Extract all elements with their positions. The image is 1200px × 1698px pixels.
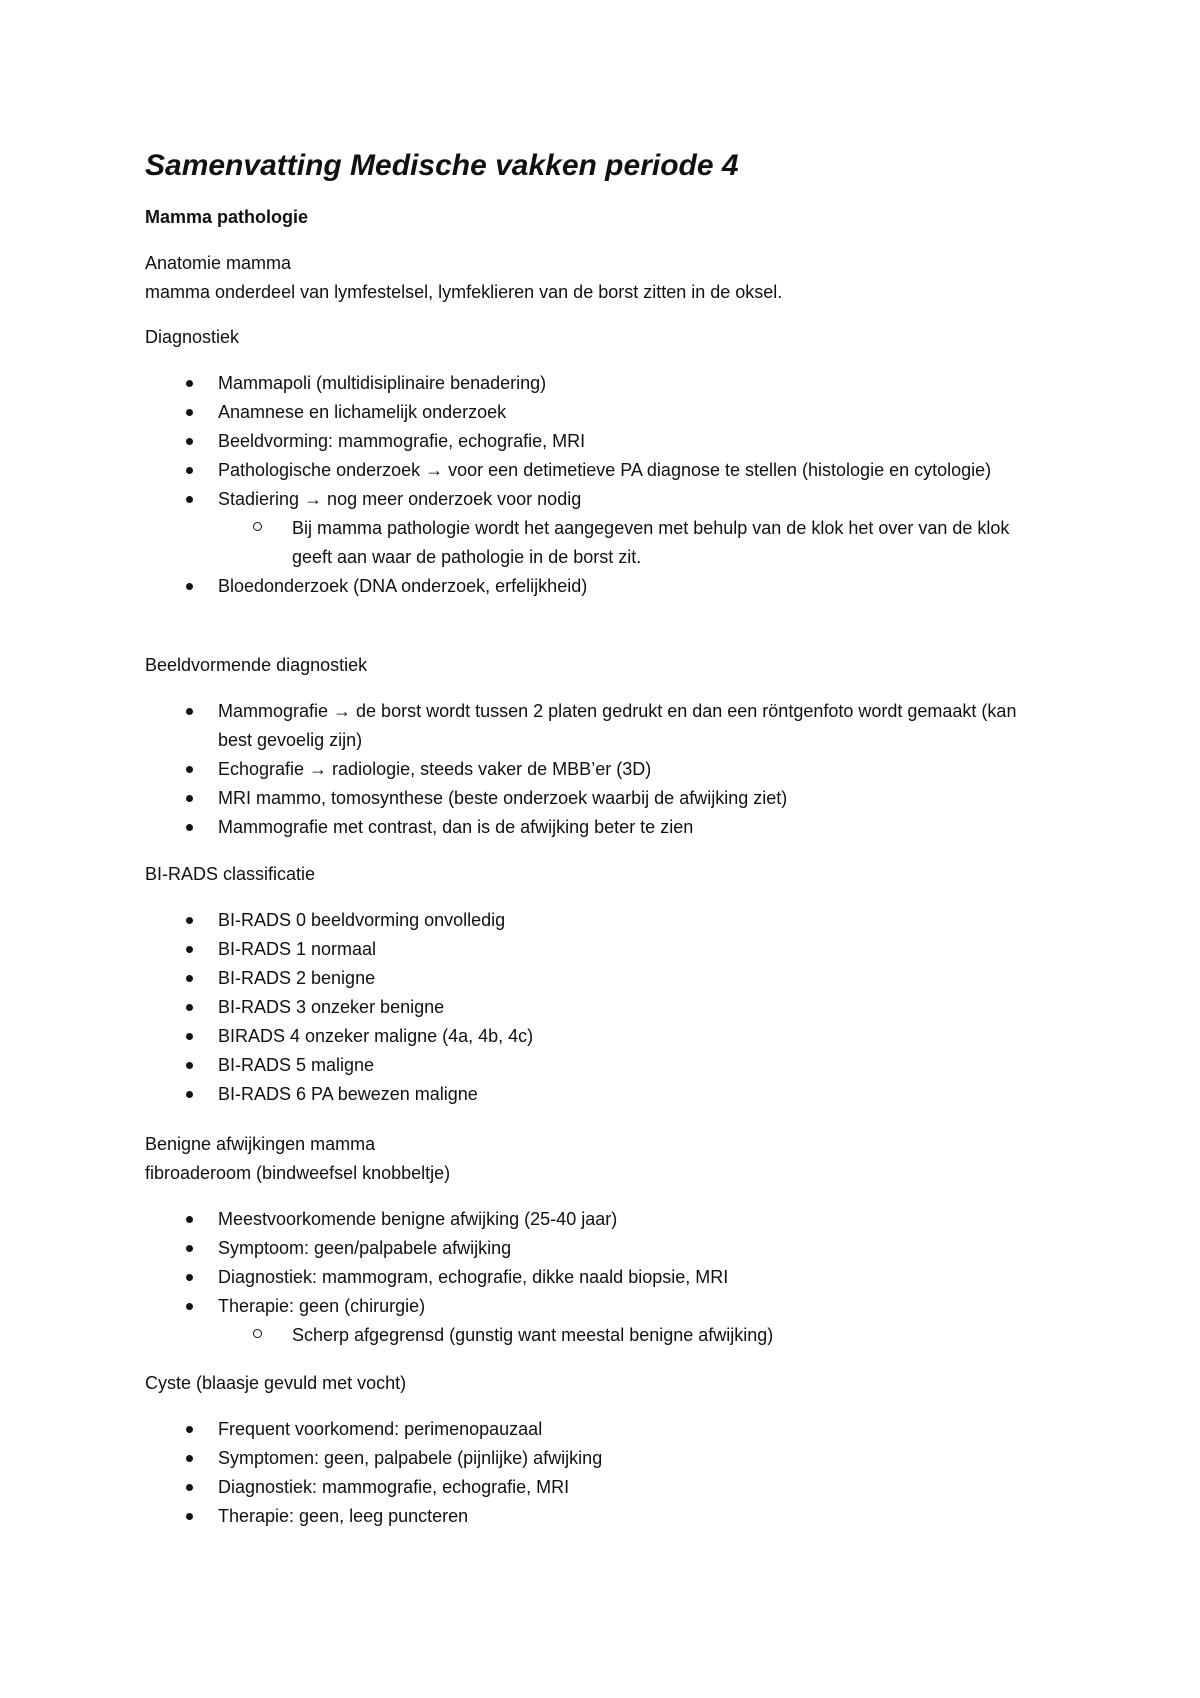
list-item: Symptoom: geen/palpabele afwijking: [145, 1234, 1045, 1263]
bullet-icon: [186, 1004, 193, 1011]
list-item: Echografie → radiologie, steeds vaker de MBB’er (3D): [145, 755, 1025, 784]
list-item: Bloedonderzoek (DNA onderzoek, erfelijkheid): [145, 572, 1045, 601]
heading-cyste: Cyste (blaasje gevuld met vocht): [145, 1373, 407, 1393]
bullet-icon: [186, 1513, 193, 1520]
list-item: BI-RADS 5 maligne: [145, 1051, 1045, 1080]
list-item: Therapie: geen (chirurgie) Scherp afgegrensd (gunstig want meestal benigne afwijking): [145, 1292, 1045, 1350]
bullet-icon: [186, 795, 193, 802]
list-benigne: [145, 1205, 1045, 1350]
bullet-icon: [186, 1455, 193, 1462]
list-diagnostiek: [145, 369, 1045, 601]
bullet-icon: [186, 708, 193, 715]
bullet-icon: [186, 766, 193, 773]
bullet-icon: [186, 467, 193, 474]
bullet-icon: [186, 824, 193, 831]
list-item: Mammografie → de borst wordt tussen 2 platen gedrukt en dan een röntgenfoto wordt gemaakt (kan best gevoelig zijn): [145, 697, 1025, 755]
bullet-icon: [186, 946, 193, 953]
sublist-benigne: [218, 1321, 1045, 1350]
list-item: Therapie: geen, leeg puncteren: [145, 1502, 1045, 1531]
bullet-icon: [186, 583, 193, 590]
list-cyste: [145, 1415, 1045, 1531]
list-item: Meestvoorkomende benigne afwijking (25-40 jaar): [145, 1205, 1045, 1234]
list-item: Symptomen: geen, palpabele (pijnlijke) afwijking: [145, 1444, 1045, 1473]
list-item: BIRADS 4 onzeker maligne (4a, 4b, 4c): [145, 1022, 1045, 1051]
list-beeldvormende: [145, 697, 1025, 842]
circle-bullet-icon: [253, 522, 262, 531]
list-item: Pathologische onderzoek → voor een detimetieve PA diagnose te stellen (histologie en cytologie): [145, 456, 1045, 485]
bullet-icon: [186, 438, 193, 445]
list-item: Anamnese en lichamelijk onderzoek: [145, 398, 1045, 427]
bullet-icon: [186, 380, 193, 387]
bullet-icon: [186, 1245, 193, 1252]
list-item: Mammografie met contrast, dan is de afwijking beter te zien: [145, 813, 1025, 842]
bullet-icon: [186, 1033, 193, 1040]
heading-beeldvormende-diagnostiek: Beeldvormende diagnostiek: [145, 655, 368, 675]
list-item: BI-RADS 2 benigne: [145, 964, 1045, 993]
list-item: BI-RADS 6 PA bewezen maligne: [145, 1080, 1045, 1109]
list-item: Diagnostiek: mammogram, echografie, dikke naald biopsie, MRI: [145, 1263, 1045, 1292]
list-item: BI-RADS 0 beeldvorming onvolledig: [145, 906, 1045, 935]
bullet-icon: [186, 409, 193, 416]
bullet-icon: [186, 975, 193, 982]
list-item: Diagnostiek: mammografie, echografie, MRI: [145, 1473, 1045, 1502]
list-item: BI-RADS 1 normaal: [145, 935, 1045, 964]
list-item: Stadiering → nog meer onderzoek voor nodig Bij mamma pathologie wordt het aangegeven met behulp van de klok het over van de klok geeft aan waar de pathologie in de borst zit.: [145, 485, 1045, 572]
list-item: Mammapoli (multidisiplinaire benadering): [145, 369, 1045, 398]
bullet-icon: [186, 496, 193, 503]
section-heading-mamma-pathologie: Mamma pathologie: [145, 207, 309, 227]
bullet-icon: [186, 1216, 193, 1223]
bullet-icon: [186, 1426, 193, 1433]
heading-diagnostiek: Diagnostiek: [145, 327, 240, 347]
bullet-icon: [186, 1303, 193, 1310]
bullet-icon: [186, 1274, 193, 1281]
paragraph-anatomie: mamma onderdeel van lymfestelsel, lymfeklieren van de borst zitten in de oksel.: [145, 282, 783, 302]
heading-anatomie: Anatomie mamma: [145, 253, 292, 273]
list-item: Beeldvorming: mammografie, echografie, MRI: [145, 427, 1045, 456]
list-item: Frequent voorkomend: perimenopauzaal: [145, 1415, 1045, 1444]
list-item: BI-RADS 3 onzeker benigne: [145, 993, 1045, 1022]
sub-list-item: Bij mamma pathologie wordt het aangegeven met behulp van de klok het over van de klok geeft aan waar de pathologie in de borst zit.: [145, 514, 1045, 572]
heading-benigne-afwijkingen: Benigne afwijkingen mamma: [145, 1134, 376, 1154]
bullet-icon: [186, 917, 193, 924]
list-item: MRI mammo, tomosynthese (beste onderzoek waarbij de afwijking ziet): [145, 784, 1025, 813]
heading-birads: BI-RADS classificatie: [145, 864, 316, 884]
subheading-fibroaderoom: fibroaderoom (bindweefsel knobbeltje): [145, 1163, 451, 1183]
bullet-icon: [186, 1062, 193, 1069]
bullet-icon: [186, 1091, 193, 1098]
list-birads: [145, 906, 1045, 1109]
sublist-diagnostiek: [218, 514, 1045, 572]
bullet-icon: [186, 1484, 193, 1491]
circle-bullet-icon: [253, 1329, 262, 1338]
document-title: Samenvatting Medische vakken periode 4: [145, 149, 739, 182]
sub-list-item: Scherp afgegrensd (gunstig want meestal benigne afwijking): [145, 1321, 1045, 1350]
